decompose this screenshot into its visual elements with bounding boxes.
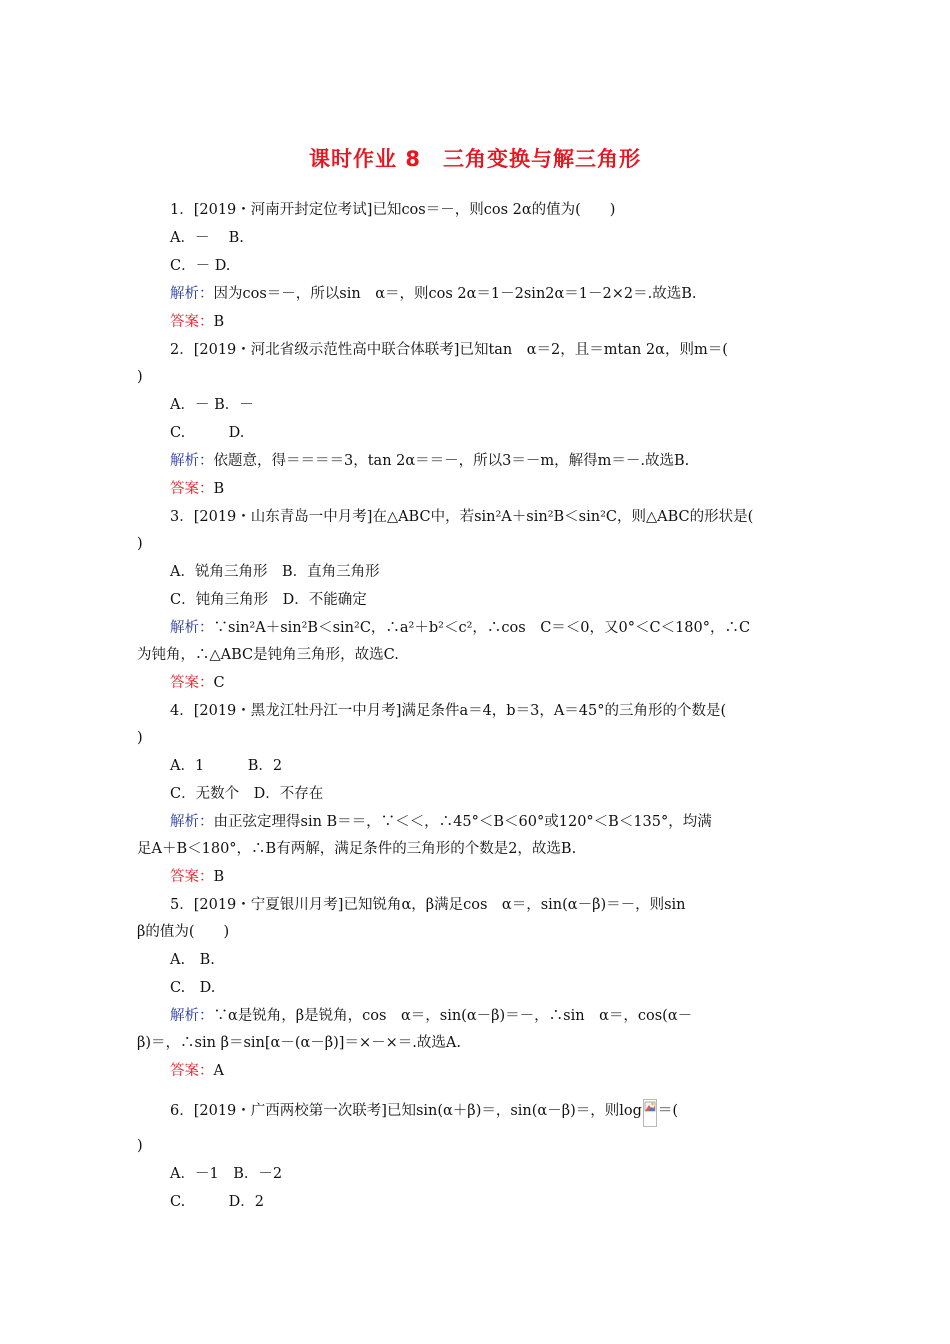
q3-analysis-line1 — [170, 618, 750, 638]
q1-analysis-text: 因为cos＝－，所以sin α＝，则cos 2α＝1－2sin2α＝1－2×2＝.故选B. — [213, 286, 697, 302]
q5-analysis-line2: β)＝，∴sin β＝sin[α－(α－β)]＝×－×＝.故选A. — [137, 1035, 461, 1051]
q4-analysis-line1 — [170, 812, 712, 832]
q1-answer — [170, 312, 224, 332]
answer-label: 答案： — [170, 869, 214, 885]
q4-stem-line2: ) — [137, 730, 143, 746]
q5-options-cd: C. D. — [170, 980, 216, 996]
q3-analysis-text1: ∵sin²A＋sin²B＜sin²C，∴a²＋b²＜c²，∴cos C＝＜0，又0°＜C＜180°，∴C — [213, 620, 751, 636]
q3-answer-value: C — [213, 675, 225, 691]
q1-stem: 1．[2019・河南开封定位考试]已知cos＝－，则cos 2α的值为( ) — [170, 202, 616, 218]
analysis-label: 解析： — [170, 453, 214, 469]
answer-label: 答案： — [170, 675, 214, 691]
q3-answer — [170, 673, 225, 693]
analysis-label: 解析： — [170, 620, 214, 636]
analysis-label: 解析： — [170, 286, 214, 302]
page-title: 课时作业 8 三角变换与解三角形 — [309, 147, 641, 171]
q3-stem-line1: 3．[2019・山东青岛一中月考]在△ABC中，若sin²A＋sin²B＜sin²C，则△ABC的形状是( — [170, 509, 754, 525]
q4-stem-line1: 4．[2019・黑龙江牡丹江一中月考]满足条件a＝4，b＝3，A＝45°的三角形的个数是( — [170, 703, 727, 719]
q6-stem-tail: ＝( — [657, 1103, 679, 1119]
q4-analysis-text1: 由正弦定理得sin B＝＝，∵＜＜，∴45°＜B＜60°或120°＜B＜135°，均满 — [213, 814, 712, 830]
q1-answer-value: B — [213, 314, 225, 330]
analysis-label: 解析： — [170, 814, 214, 830]
q5-analysis-text1: ∵α是锐角，β是锐角，cos α＝，sin(α－β)＝－，∴sin α＝，cos(α－ — [213, 1008, 693, 1024]
q3-options-ab: A．锐角三角形 B．直角三角形 — [170, 564, 380, 580]
q6-stem-line2: ) — [137, 1138, 143, 1154]
q5-options-ab: A. B. — [170, 952, 215, 968]
q4-answer-value: B — [213, 869, 225, 885]
q2-answer-value: B — [213, 481, 225, 497]
q2-stem-line2: ) — [137, 369, 143, 385]
q5-analysis-line1 — [170, 1006, 692, 1026]
q2-analysis-text: 依题意，得＝＝＝＝3，tan 2α＝＝－，所以3＝－m，解得m＝－.故选B. — [213, 453, 690, 469]
answer-label: 答案： — [170, 1063, 214, 1079]
q4-answer — [170, 867, 224, 887]
q2-options-cd: C. D. — [170, 425, 245, 441]
q1-options-ab: A．－ B. — [170, 230, 244, 246]
q1-analysis — [170, 284, 697, 304]
q2-options-ab: A．－ B．－ — [170, 397, 254, 413]
q6-options-cd: C. D．2 — [170, 1194, 265, 1210]
q4-options-cd: C．无数个 D．不存在 — [170, 786, 324, 802]
q5-stem-line1: 5．[2019・宁夏银川月考]已知锐角α，β满足cos α＝，sin(α－β)＝－，则sin — [170, 897, 686, 913]
q3-analysis-line2: 为钝角，∴△ABC是钝角三角形，故选C. — [137, 647, 399, 663]
q3-options-cd: C．钝角三角形 D．不能确定 — [170, 592, 367, 608]
q6-options-ab: A．－1 B．－2 — [170, 1166, 283, 1182]
q6-stem-line1 — [170, 1099, 678, 1127]
q6-stem-text: 6．[2019・广西两校第一次联考]已知sin(α＋β)＝，sin(α－β)＝，则log — [170, 1103, 642, 1119]
q5-answer-value: A — [213, 1063, 224, 1079]
q1-options-cd: C．－ D. — [170, 258, 231, 274]
q3-stem-line2: ) — [137, 536, 143, 552]
q5-answer — [170, 1061, 224, 1081]
q2-stem-line1: 2．[2019・河北省级示范性高中联合体联考]已知tan α＝2，且＝mtan 2α，则m＝( — [170, 342, 728, 358]
answer-label: 答案： — [170, 314, 214, 330]
q5-stem-line2: β的值为( ) — [137, 924, 230, 940]
q2-analysis — [170, 451, 689, 471]
q4-options-ab: A．1 B．2 — [170, 758, 283, 774]
broken-image-icon — [643, 1099, 657, 1127]
analysis-label: 解析： — [170, 1008, 214, 1024]
answer-label: 答案： — [170, 481, 214, 497]
q4-analysis-line2: 足A＋B＜180°，∴B有两解，满足条件的三角形的个数是2，故选B. — [137, 841, 577, 857]
q2-answer — [170, 479, 224, 499]
